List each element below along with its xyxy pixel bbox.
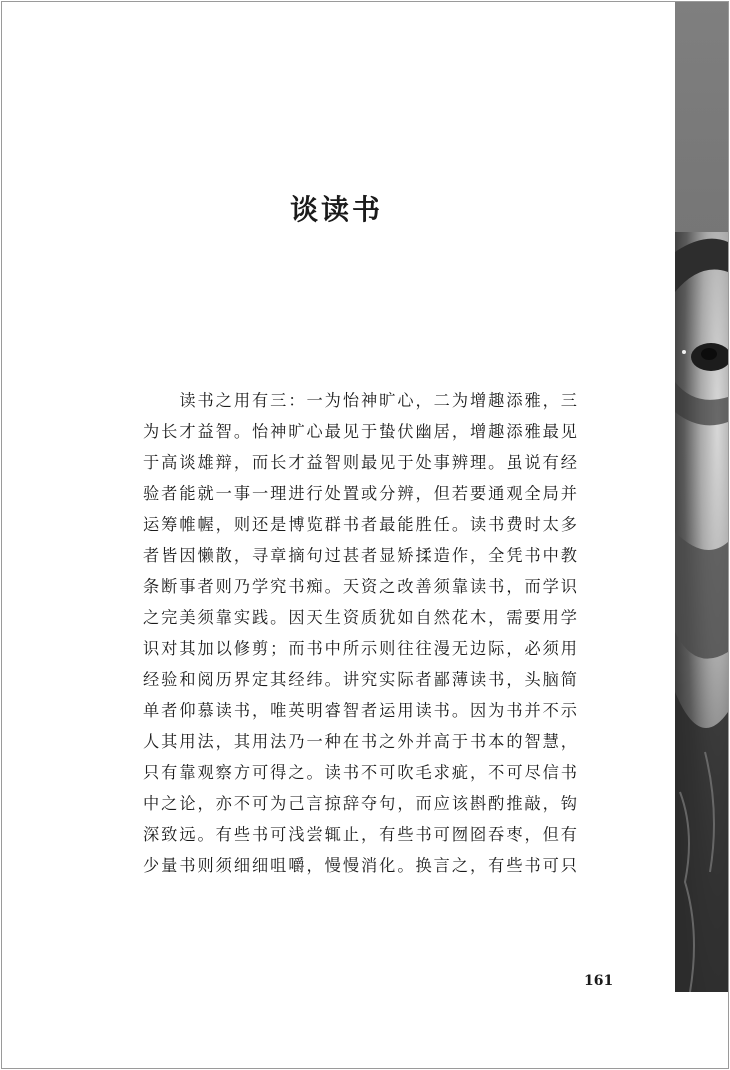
text-line: 只有靠观察方可得之。读书不可吹毛求疵，不可尽信书 — [143, 763, 577, 782]
text-line: 者皆因懒散，寻章摘句过甚者显矫揉造作，全凭书中教 — [143, 546, 577, 565]
text-line: 深致远。有些书可浅尝辄止，有些书可囫囵吞枣，但有 — [143, 825, 577, 844]
side-portrait-strip — [675, 2, 728, 992]
text-line: 识对其加以修剪；而书中所示则往往漫无边际，必须用 — [143, 639, 577, 658]
text-line: 验者能就一事一理进行处置或分辨，但若要通观全局并 — [143, 484, 577, 503]
text-line: 运筹帷幄，则还是博览群书者最能胜任。读书费时太多 — [143, 515, 577, 534]
text-line: 读书之用有三：一为怡神旷心，二为增趣添雅，三 — [143, 391, 577, 410]
text-line: 单者仰慕读书，唯英明睿智者运用读书。因为书并不示 — [143, 701, 577, 720]
text-line: 经验和阅历界定其经纬。讲究实际者鄙薄读书，头脑简 — [143, 670, 577, 689]
text-line: 少量书则须细细咀嚼，慢慢消化。换言之，有些书可只 — [143, 856, 577, 875]
text-line: 为长才益智。怡神旷心最见于蛰伏幽居，增趣添雅最见 — [143, 422, 577, 441]
text-line: 之完美须靠实践。因天生资质犹如自然花木，需要用学 — [143, 608, 577, 627]
body-text — [143, 385, 577, 881]
page-title: 谈读书 — [289, 193, 383, 226]
text-line: 人其用法，其用法乃一种在书之外并高于书本的智慧， — [143, 732, 577, 751]
page-number: 161 — [584, 973, 614, 989]
text-line: 条断事者则乃学究书痴。天资之改善须靠读书，而学识 — [143, 577, 577, 596]
text-line: 于高谈雄辩，而长才益智则最见于处事辨理。虽说有经 — [143, 453, 577, 472]
text-line: 中之论，亦不可为己言掠辞夺句，而应该斟酌推敲，钩 — [143, 794, 577, 813]
portrait-image — [675, 232, 728, 992]
